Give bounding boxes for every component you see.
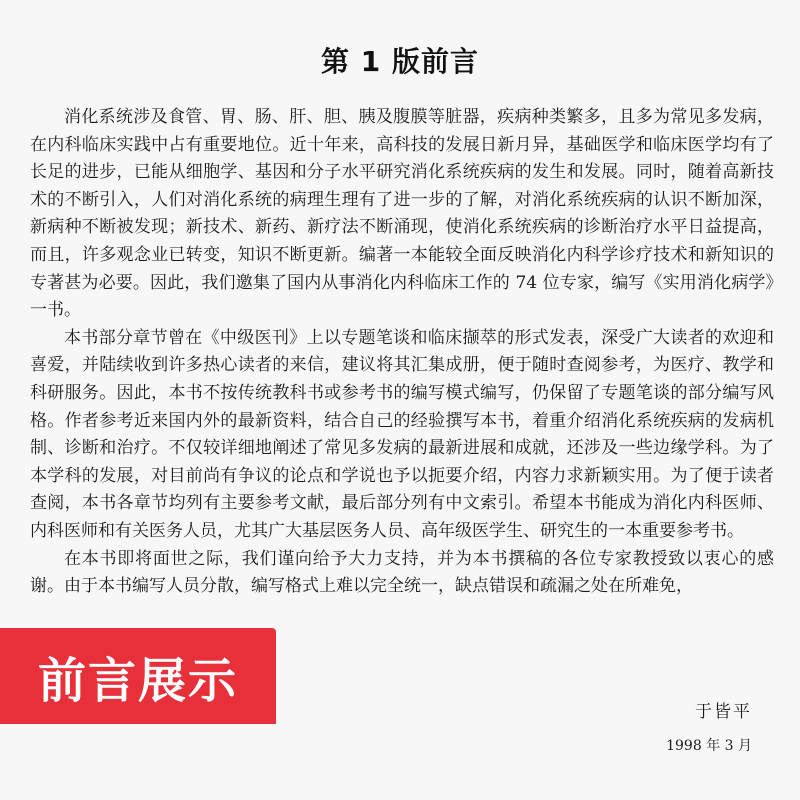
author-signature: 于皆平	[695, 702, 752, 722]
preface-body	[30, 104, 774, 601]
preface-date: 1998 年 3 月	[666, 738, 752, 754]
paragraph-2: 本书部分章节曾在《中级医刊》上以专题笔谈和临床撷萃的形式发表，深受广大读者的欢迎和喜爱，并陆续收到许多热心读者的来信，建议将其汇集成册，便于随时查阅参考，为医疗、教学和科研服务。因此，本书不按传统教科书或参考书的编写模式编写，仍保留了专题笔谈的部分编写风格。作者参考近来国内外的最新资料，结合自己的经验撰写本书，着重介绍消化系统疾病的发病机制、诊断和治疗。不仅较详细地阐述了常见多发病的最新进展和成就，还涉及一些边缘学科。为了本学科的发展，对目前尚有争议的论点和学说也予以扼要介绍，内容力求新颖实用。为了便于读者查阅，本书各章节均列有主要参考文献，最后部分列有中文索引。希望本书能成为消化内科医师、内科医师和有关医务人员，尤其广大基层医务人员、高年级医学生、研究生的一本重要参考书。	[30, 327, 774, 541]
preface-showcase-banner: 前言展示	[0, 628, 276, 724]
paragraph-3: 在本书即将面世之际，我们谨向给予大力支持，并为本书撰稿的各位专家教授致以衷心的感谢。由于本书编写人员分散，编写格式上难以完全统一，缺点错误和疏漏之处在所难免，	[30, 548, 774, 597]
paragraph-1: 消化系统涉及食管、胃、肠、肝、胆、胰及腹膜等脏器，疾病种类繁多，且多为常见多发病，在内科临床实践中占有重要地位。近十年来，高科技的发展日新月异，基础医学和临床医学均有了长足的进步，已能从细胞学、基因和分子水平研究消化系统疾病的发生和发展。同时，随着高新技术的不断引入，人们对消化系统的病理生理有了进一步的了解，对消化系统疾病的认识不断加深，新病种不断被发现；新技术、新药、新疗法不断涌现，使消化系统疾病的诊断治疗水平日益提高，而且，许多观念业已转变，知识不断更新。编著一本能较全面反映消化内科学诊疗技术和新知识的专著甚为必要。因此，我们邀集了国内从事消化内科临床工作的 74 位专家，编写《实用消化病学》一书。	[30, 107, 775, 321]
page-title: 第 1 版前言	[321, 45, 479, 78]
